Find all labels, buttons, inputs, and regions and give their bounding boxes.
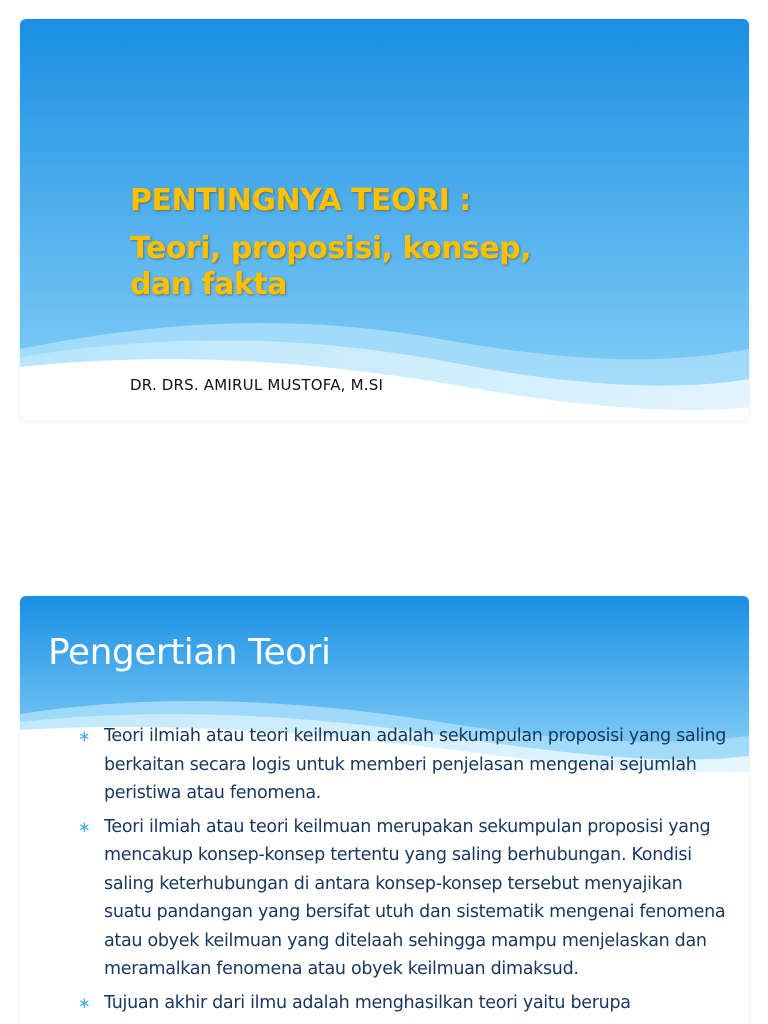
slide-heading: Pengertian Teori: [48, 632, 331, 673]
list-item: [78, 989, 728, 1018]
author-name: DR. DRS. AMIRUL MUSTOFA, M.SI: [130, 376, 384, 394]
asterisk-bullet-icon: ∗: [78, 817, 91, 836]
asterisk-bullet-icon: ∗: [78, 993, 91, 1012]
title-line-1: PENTINGNYA TEORI :: [130, 183, 471, 218]
list-item: [78, 722, 728, 808]
slide-title: [130, 179, 600, 303]
bullet-list: [78, 722, 728, 1022]
asterisk-bullet-icon: ∗: [78, 727, 91, 745]
content-slide: [20, 596, 749, 1024]
title-slide: [20, 19, 749, 421]
list-item: [78, 813, 728, 984]
bullet-text: Teori ilmiah atau teori keilmuan adalah sekumpulan proposisi yang saling berkaitan secara logis untuk memberi penjelasan mengenai sejumlah peristiwa atau fenomena.: [104, 726, 727, 803]
bullet-text: Tujuan akhir dari ilmu adalah menghasilkan teori yaitu berupa: [104, 992, 631, 1013]
title-line-2: Teori, proposisi, konsep, dan fakta: [130, 231, 532, 302]
bullet-text: Teori ilmiah atau teori keilmuan merupakan sekumpulan proposisi yang mencakup konsep-konsep tertentu yang saling berhubungan. Kondisi saling keterhubungan di antara konsep-konsep tersebut menyajikan suatu pandangan yang bersifat utuh dan sistematik mengenai fenomena atau obyek keilmuan yang ditelaah sehingga mampu menjelaskan dan meramalkan fenomena atau obyek keilmuan dimaksud.: [104, 816, 726, 979]
